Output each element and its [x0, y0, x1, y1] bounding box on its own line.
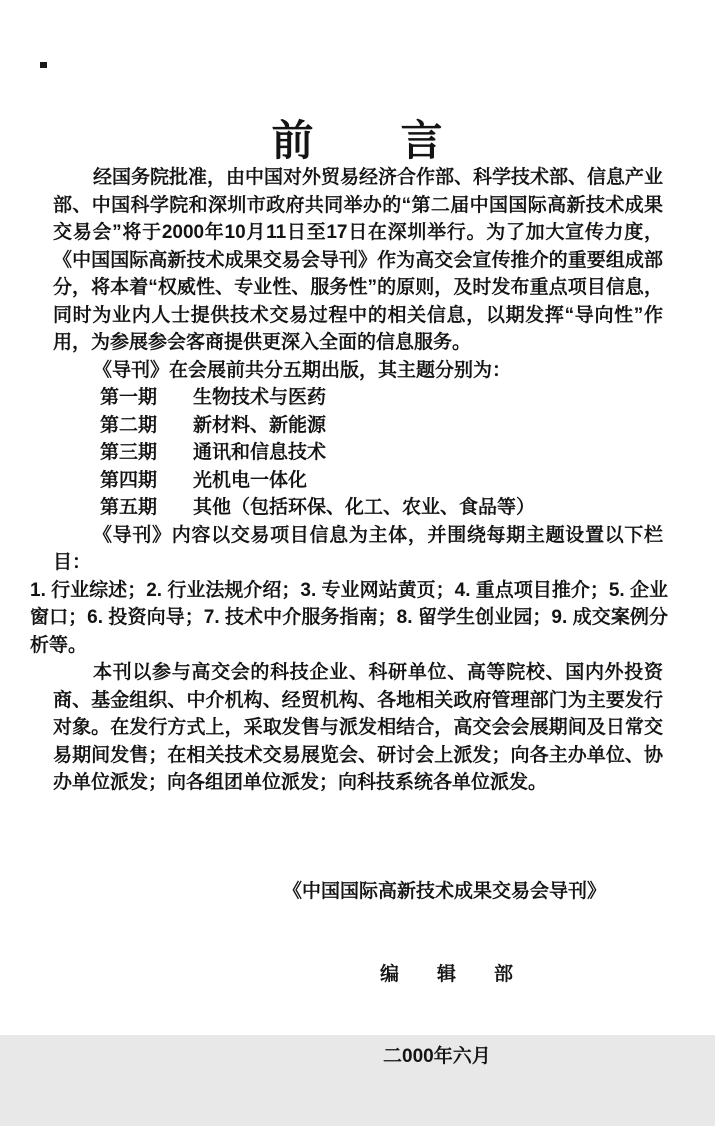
issue-list-item [53, 412, 663, 440]
paragraph-overview: 经国务院批准，由中国对外贸易经济合作部、科学技术部、信息产业部、中国科学院和深圳市政府共同举办的“第二届中国国际高新技术成果交易会”将于2000年10月11日至17日在深圳举行。为了加大宣传力度，《中国国际高新技术成果交易会导刊》作为高交会宣传推介的重要组成部分，将本着“权威性、专业性、服务性”的原则，及时发布重点项目信息，同时为业内人士提供技术交易过程中的相关信息，以期发挥“导向性”作用，为参展参会客商提供更深入全面的信息服务。 [53, 167, 664, 353]
signature-department: 编 辑 部 [380, 963, 514, 985]
issue-period-label: 第四期 [100, 469, 158, 491]
issue-list-item [53, 494, 663, 522]
issue-topic: 生物技术与医药 [193, 387, 327, 408]
issue-period-label: 第三期 [100, 442, 158, 463]
issue-period-label: 第一期 [100, 387, 158, 408]
issue-period-label: 第五期 [100, 497, 158, 518]
issue-topic: 新材料、新能源 [193, 414, 327, 436]
signature-block [283, 823, 606, 1126]
scan-artifact [40, 62, 47, 68]
issue-list-item [53, 467, 663, 495]
issue-list-item [53, 384, 663, 412]
issue-list-item [53, 439, 663, 467]
paragraph-issues-intro: 《导刊》在会展前共分五期出版，其主题分别为： [93, 359, 512, 381]
paragraph-distribution: 本刊以参与高交会的科技企业、科研单位、高等院校、国内外投资商、基金组织、中介机构、经贸机构、各地相关政府管理部门为主要发行对象。在发行方式上，采取发售与派发相结合，高交会会展期间及日常交易期间发售；在相关技术交易展览会、研讨会上派发；向各主办单位、协办单位派发；向各组团单位派发；向科技系统各单位派发。 [53, 662, 663, 793]
signature-publication: 《中国国际高新技术成果交易会导刊》 [283, 881, 607, 902]
issue-period-label: 第二期 [100, 414, 158, 436]
page-title: 前 言 [271, 117, 444, 165]
paragraph-columns-intro: 《导刊》内容以交易项目信息为主体，并围绕每期主题设置以下栏目： [53, 524, 663, 573]
paragraph-columns-list: 1. 行业综述；2. 行业法规介绍；3. 专业网站黄页；4. 重点项目推介；5. 企业窗口；6. 投资向导；7. 技术中介服务指南；8. 留学生创业园；9. 成交案例分析等。 [30, 579, 668, 656]
issue-topic: 光机电一体化 [193, 469, 308, 491]
issue-topic: 其他（包括环保、化工、农业、食品等） [193, 497, 536, 518]
document-body [30, 164, 668, 797]
signature-date: 二000年六月 [383, 1046, 491, 1067]
issue-topic: 通讯和信息技术 [193, 442, 327, 463]
